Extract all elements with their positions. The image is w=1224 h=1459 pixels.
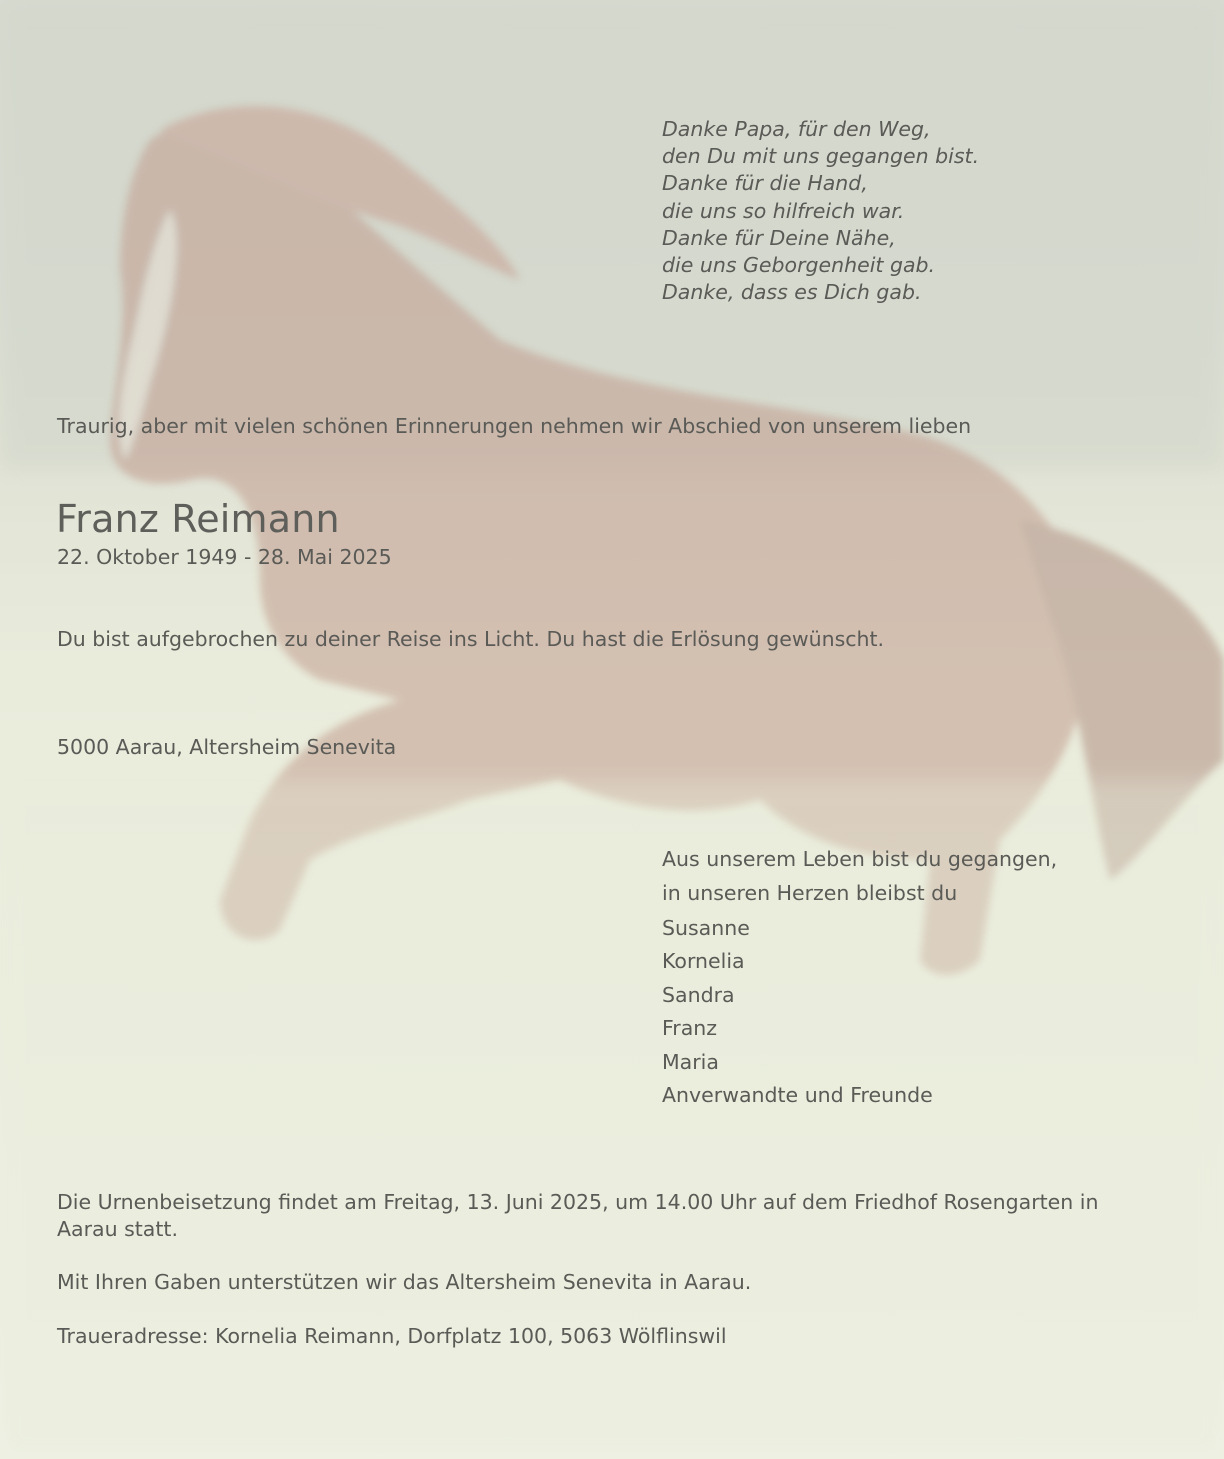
intro-text: Traurig, aber mit vielen schönen Erinnerungen nehmen wir Abschied von unserem lieben xyxy=(57,414,972,438)
poem xyxy=(662,116,979,306)
poem-line: den Du mit uns gegangen bist. xyxy=(662,144,980,169)
life-dates: 22. Oktober 1949 - 28. Mai 2025 xyxy=(57,545,392,569)
farewell-message: Du bist aufgebrochen zu deiner Reise ins Licht. Du hast die Erlösung gewünscht. xyxy=(57,627,885,651)
verse xyxy=(662,843,1057,910)
poem-line: Danke, dass es Dich gab. xyxy=(662,280,922,305)
verse-line: Aus unserem Leben bist du gegangen, xyxy=(662,847,1058,871)
poem-line: Danke Papa, für den Weg, xyxy=(662,117,931,141)
ceremony-info: Die Urnenbeisetzung findet am Freitag, 13. Juni 2025, um 14.00 Uhr auf dem Friedhof Rosengarten in Aarau statt. xyxy=(57,1190,1099,1241)
poem-line: die uns so hilfreich war. xyxy=(662,198,905,223)
mourner-name: Sandra xyxy=(662,982,735,1007)
mourner-name: Anverwandte und Freunde xyxy=(662,1083,933,1108)
donation-note: Mit Ihren Gaben unterstützen wir das Altersheim Senevita in Aarau. xyxy=(57,1270,752,1294)
deceased-name: Franz Reimann xyxy=(56,497,340,541)
mourners-list xyxy=(662,912,933,1112)
mourner-name: Susanne xyxy=(662,916,750,940)
mourner-name: Maria xyxy=(662,1049,719,1074)
mourning-address: Traueradresse: Kornelia Reimann, Dorfplatz 100, 5063 Wölflinswil xyxy=(57,1324,727,1348)
poem-line: Danke für Deine Nähe, xyxy=(662,225,896,250)
poem-line: Danke für die Hand, xyxy=(662,171,868,196)
mourner-name: Franz xyxy=(662,1016,718,1041)
place-of-death: 5000 Aarau, Altersheim Senevita xyxy=(57,735,397,759)
mourner-name: Kornelia xyxy=(662,949,745,974)
poem-line: die uns Geborgenheit gab. xyxy=(662,253,936,278)
verse-line: in unseren Herzen bleibst du xyxy=(662,880,958,905)
